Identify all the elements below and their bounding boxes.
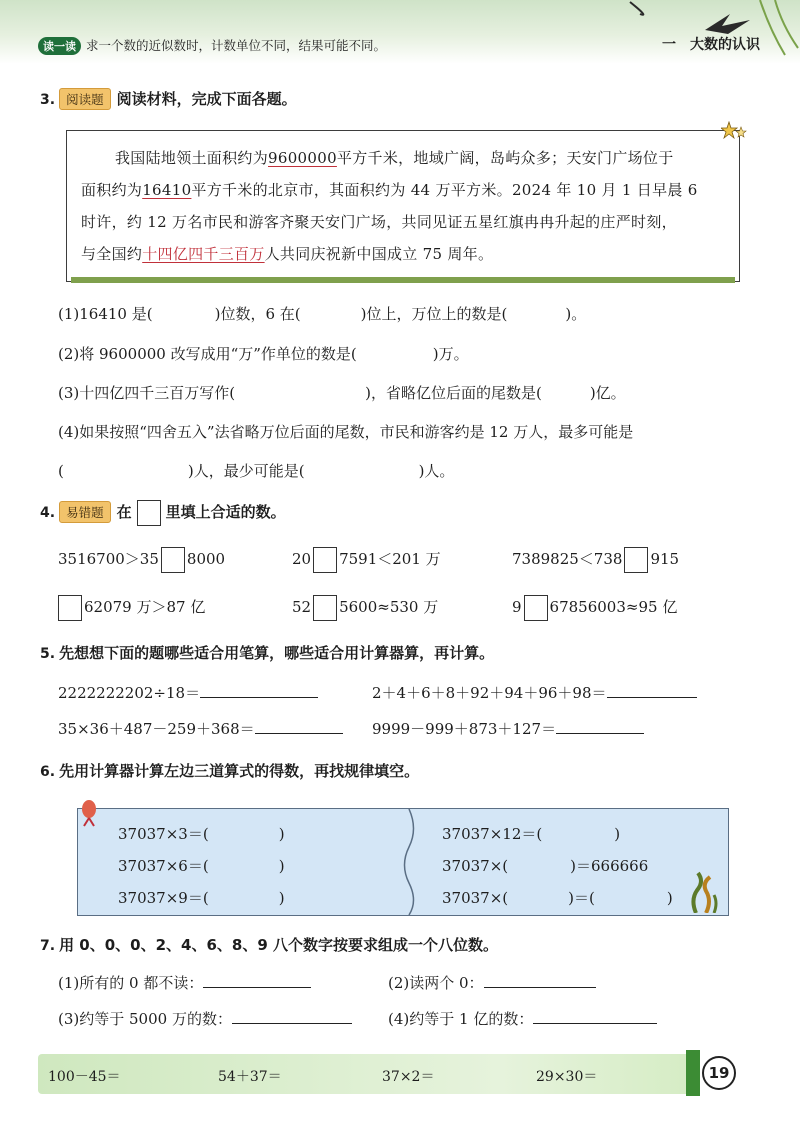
q3-sub-4: (4)如果按照“四舍五入”法省略万位后面的尾数，市民和游客约是 12 万人，最多可能是 bbox=[58, 423, 634, 441]
oral-expr-4: 29×30＝ bbox=[536, 1069, 598, 1085]
expression: 35×36＋487－259＋368＝ bbox=[58, 720, 255, 738]
q7-sub-1 bbox=[58, 972, 311, 993]
q7-heading bbox=[40, 934, 498, 955]
paren-close: ) bbox=[666, 889, 673, 907]
q3-s4-text: )人。 bbox=[418, 462, 455, 480]
expression: 2＋4＋6＋8＋92＋94＋96＋98＝ bbox=[372, 684, 607, 702]
q4-item-6 bbox=[512, 595, 677, 621]
expression: 2222222202÷18＝ bbox=[58, 684, 201, 702]
q5-expr-1 bbox=[58, 682, 318, 703]
q5-expr-2 bbox=[372, 682, 697, 703]
expression: )＝666666 bbox=[570, 857, 649, 875]
tip-badge: 读一读 bbox=[38, 37, 81, 55]
q4-item-1 bbox=[58, 547, 225, 573]
q3-sub-1 bbox=[58, 303, 586, 324]
q7-number: 7. bbox=[40, 938, 56, 954]
q7-text: (3)约等于 5000 万的数： bbox=[58, 1010, 232, 1028]
paren-close: ) bbox=[278, 889, 285, 907]
passage-line-1 bbox=[115, 147, 674, 168]
passage-text: 与全国约 bbox=[81, 245, 143, 263]
q7-sub-4 bbox=[388, 1008, 657, 1029]
q4-text: 5600≈530 万 bbox=[339, 598, 439, 616]
calc-right-1 bbox=[442, 823, 620, 844]
expression: 37037×12＝( bbox=[442, 825, 543, 843]
q3-tag: 阅读题 bbox=[59, 88, 111, 110]
q5-number: 5. bbox=[40, 646, 56, 662]
answer-line[interactable] bbox=[607, 683, 697, 698]
oral-expr-2: 54＋37＝ bbox=[218, 1069, 282, 1085]
q3-s1-text: )位数，6 在( bbox=[214, 305, 301, 323]
q3-sub-4-cont bbox=[58, 460, 454, 481]
wavy-divider bbox=[398, 809, 420, 915]
passage-text: 人共同庆祝新中国成立 75 周年。 bbox=[264, 245, 494, 263]
q4-text: 20 bbox=[292, 550, 312, 568]
answer-line[interactable] bbox=[556, 719, 644, 734]
passage-line-4 bbox=[81, 243, 493, 264]
q7-sub-3 bbox=[58, 1008, 352, 1029]
fill-box[interactable] bbox=[313, 595, 337, 621]
q4-title: 在 bbox=[116, 503, 132, 521]
header-tip bbox=[38, 36, 386, 55]
expression: 37037×( bbox=[442, 857, 509, 875]
paren-close: ) bbox=[614, 825, 621, 843]
q4-item-3 bbox=[512, 547, 679, 573]
q3-number: 3. bbox=[40, 92, 56, 108]
q4-text: 52 bbox=[292, 598, 312, 616]
q7-text: (2)读两个 0： bbox=[388, 974, 484, 992]
calc-left-3 bbox=[118, 887, 285, 908]
q3-s3-text: )亿。 bbox=[589, 384, 626, 402]
answer-line[interactable] bbox=[484, 973, 596, 988]
q4-title: 里填上合适的数。 bbox=[165, 503, 286, 521]
answer-line[interactable] bbox=[203, 973, 311, 988]
q3-s2-text: (2)将 9600000 改写成用“万”作单位的数是( bbox=[58, 345, 357, 363]
q4-number: 4. bbox=[40, 505, 56, 521]
q7-text: (4)约等于 1 亿的数： bbox=[388, 1010, 534, 1028]
passage-text: 平方千米，地域广阔，岛屿众多；天安门广场位于 bbox=[336, 149, 674, 167]
q6-number: 6. bbox=[40, 764, 56, 780]
passage-line-2 bbox=[81, 179, 698, 200]
q4-heading bbox=[40, 500, 286, 526]
expression: 37037×3＝( bbox=[118, 825, 209, 843]
calc-left-1 bbox=[118, 823, 285, 844]
q4-text: 62079 万＞87 亿 bbox=[84, 598, 206, 616]
q4-item-2 bbox=[292, 547, 441, 573]
q5-expr-3 bbox=[58, 718, 343, 739]
tip-text: 求一个数的近似数时，计数单位不同，结果可能不同。 bbox=[86, 38, 387, 53]
fill-box[interactable] bbox=[313, 547, 337, 573]
reading-passage-box bbox=[66, 130, 740, 282]
oral-practice-band bbox=[38, 1054, 698, 1094]
q4-text: 67856003≈95 亿 bbox=[549, 598, 678, 616]
passage-line-3: 时许，约 12 万名市民和游客齐聚天安门广场，共同见证五星红旗冉冉升起的庄严时刻， bbox=[81, 213, 677, 231]
q3-s2-text: )万。 bbox=[432, 345, 469, 363]
fill-box[interactable] bbox=[58, 595, 82, 621]
q3-s1-text: )位上，万位上的数是( bbox=[360, 305, 508, 323]
q3-s1-text: )。 bbox=[565, 305, 587, 323]
q3-s3-text: )，省略亿位后面的尾数是( bbox=[365, 384, 542, 402]
oral-expr-3: 37×2＝ bbox=[382, 1069, 435, 1085]
q4-text: 9 bbox=[512, 598, 522, 616]
fill-box[interactable] bbox=[624, 547, 648, 573]
paren-close: ) bbox=[278, 825, 285, 843]
q5-expr-4 bbox=[372, 718, 644, 739]
calculator-pattern-box bbox=[77, 808, 729, 916]
passage-underlined-area: 9600000 bbox=[268, 149, 337, 167]
q3-s4-text: ( bbox=[58, 462, 64, 480]
passage-text: 平方千米的北京市，其面积约为 44 万平方米。2024 年 10 月 1 日早晨 6 bbox=[191, 181, 698, 199]
q3-s3-text: (3)十四亿四千三百万写作( bbox=[58, 384, 236, 402]
q4-text: 3516700＞35 bbox=[58, 550, 159, 568]
answer-line[interactable] bbox=[255, 719, 343, 734]
candy-decoration-icon bbox=[72, 794, 106, 828]
q3-heading bbox=[40, 88, 297, 110]
q5-title: 先想想下面的题哪些适合用笔算，哪些适合用计算器算，再计算。 bbox=[59, 644, 495, 662]
expression: 37037×6＝( bbox=[118, 857, 209, 875]
oral-expr-1: 100－45＝ bbox=[48, 1069, 121, 1085]
answer-line[interactable] bbox=[200, 683, 318, 698]
q6-title: 先用计算器计算左边三道算式的得数，再找规律填空。 bbox=[59, 762, 420, 780]
q5-heading bbox=[40, 642, 494, 663]
q3-sub-2 bbox=[58, 343, 469, 364]
seaweed-decoration-icon bbox=[686, 871, 722, 913]
star-icon bbox=[721, 121, 747, 141]
expression: 37037×( bbox=[442, 889, 509, 907]
calc-right-2 bbox=[442, 855, 648, 876]
sample-box bbox=[137, 500, 161, 526]
q4-text: 7389825＜738 bbox=[512, 550, 623, 568]
green-tab bbox=[686, 1050, 700, 1096]
q7-sub-2 bbox=[388, 972, 596, 993]
passage-text: 面积约为 bbox=[81, 181, 143, 199]
passage-underlined-beijing-area: 16410 bbox=[142, 181, 192, 199]
fill-box[interactable] bbox=[161, 547, 185, 573]
calc-left-2 bbox=[118, 855, 285, 876]
q4-tag: 易错题 bbox=[59, 501, 111, 523]
answer-line[interactable] bbox=[232, 1009, 352, 1024]
expression: 9999－999＋873＋127＝ bbox=[372, 720, 557, 738]
q4-text: 8000 bbox=[186, 550, 226, 568]
q6-heading bbox=[40, 760, 419, 781]
expression: )＝( bbox=[568, 889, 595, 907]
expression: 37037×9＝( bbox=[118, 889, 209, 907]
answer-line[interactable] bbox=[533, 1009, 657, 1024]
fill-box[interactable] bbox=[524, 595, 548, 621]
q3-sub-3 bbox=[58, 382, 626, 403]
unit-title: 一 大数的认识 bbox=[662, 37, 760, 53]
q4-item-4 bbox=[56, 595, 205, 621]
q4-item-5 bbox=[292, 595, 438, 621]
q3-s1-text: (1)16410 是( bbox=[58, 305, 153, 323]
q3-s4-text: )人，最少可能是( bbox=[187, 462, 305, 480]
passage-underlined-population: 十四亿四千三百万 bbox=[142, 245, 265, 263]
page-number: 19 bbox=[702, 1056, 736, 1090]
q4-text: 915 bbox=[650, 550, 680, 568]
q3-title: 阅读材料，完成下面各题。 bbox=[116, 90, 297, 108]
q7-text: (1)所有的 0 都不读： bbox=[58, 974, 204, 992]
calc-right-3 bbox=[442, 887, 673, 908]
paren-close: ) bbox=[278, 857, 285, 875]
passage-text: 我国陆地领土面积约为 bbox=[115, 149, 269, 167]
q4-text: 7591＜201 万 bbox=[339, 550, 441, 568]
q7-title: 用 0、0、0、2、4、6、8、9 八个数字按要求组成一个八位数。 bbox=[59, 936, 499, 954]
